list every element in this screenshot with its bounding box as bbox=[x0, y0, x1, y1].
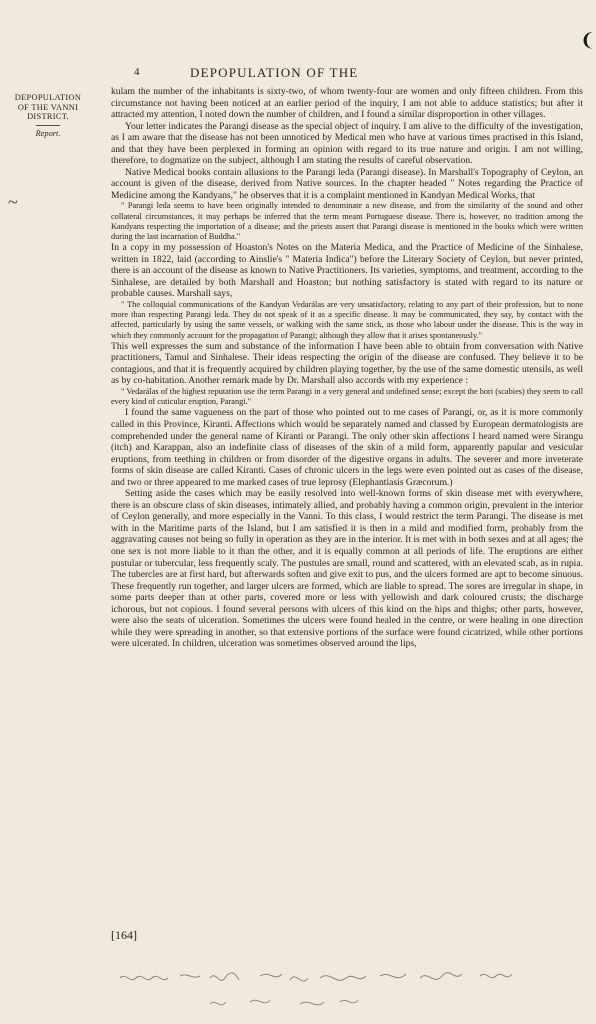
page-number: 4 bbox=[134, 66, 140, 78]
margin-rule bbox=[36, 125, 60, 126]
block-quote: " The colloquial communications of the Kandyan Vedarálas are very unsatisfactory, relating to any part of their profession, but to none more than respecting Parangi leda. They do not speak of it as a specific disease. It may be communicated, they say, by contact with the affected, particularly by using the same vessels, or walking with the same stick, as those who labour under the disease. This is the way in which they commonly account for the propagation of Parangi; although they allow that it arises spontaneously." bbox=[111, 300, 583, 340]
handwritten-annotation bbox=[100, 958, 580, 1014]
binding-hole-mark: ❨ bbox=[580, 30, 596, 50]
margin-title-line-2: OF THE VANNI bbox=[17, 102, 79, 112]
page-identifier: [164] bbox=[111, 928, 137, 942]
block-quote: " Parangi leda seems to have been originally intended to denominate a new disease, and from the similarity of the sound and other collateral circumstances, it may perhaps be inferred that the term meant Portuguese disease. There is, however, no tradition among the Kandyans respecting the importation of a disease; and the priests assert that Parangi disease is mentioned in the books which were written during the last incarnation of Buddha." bbox=[111, 201, 583, 242]
margin-title-line-1: DEPOPULATION bbox=[14, 93, 82, 102]
body-text bbox=[111, 86, 583, 650]
margin-note bbox=[6, 93, 90, 138]
running-title: DEPOPULATION OF THE bbox=[190, 65, 359, 80]
body-paragraph: This well expresses the sum and substance of the information I have been able to obtain from conversation with Native practitioners, Tamul and Sinhalese. Their ideas respecting the origin of the disease are confused. They believe it to be contagious, and that it is frequently acquired by children playing together, by the use of the same domestic utensils, as well as by co-habitation. Another remark made by Dr. Marshall also accords with my experience : bbox=[111, 340, 583, 387]
body-paragraph: Setting aside the cases which may be easily resolved into well-known forms of skin disease met with everywhere, there is an obscure class of skin diseases, intimately allied, and probably having a common origin, prevalent in the interior of Ceylon generally, and more especially in the Vanni. To this class, I would restrict the term Parangi. The disease is met with in the Maritime parts of the Island, but I am satisfied it is then in a mild and modified form, probably from the aggravating causes not being so fully in operation as they are in the interior. It is met with in both sexes and at all ages; the one sex is not more liable to it than the other, and it is equally common at all periods of life. The eruptions are either pustular or tubercular, less frequently scaly. The pustules are small, round and scattered, with an elevated scab, as in rupia. The tubercles are at first hard, but afterwards soften and give exit to pus, and the ulcers formed are apt to become sinuous. These frequently run together, and larger ulcers are formed, which are liable to spread. The sores are irregular in shape, in some parts deeper than at other parts, covered more or less with yellowish and dark coloured crusts; the discharge ichorous, but not copious. I found several persons with ulcers of this kind on the hips and thighs; other parts, however, were also the seats of ulceration. Sometimes the ulcers were found healed in the centre, or were healing in one direction while they were spreading in another, so that extensive portions of the surface were found cicatrized, while other portions were ulcerated. In children, ulceration was sometimes observed around the lips, bbox=[111, 488, 583, 650]
body-paragraph: kulam the number of the inhabitants is sixty-two, of whom twenty-four are women and only fifteen children. From this circumstance not having been noticed at an earlier period of the inquiry, I am not able to adduce statistics; but after it attracted my attention, I noted down the number of children, and I found a similar disproportion in other villages. bbox=[111, 86, 583, 121]
margin-title-line-3: DISTRICT. bbox=[27, 112, 69, 122]
body-paragraph: In a copy in my possession of Hoaston's Notes on the Materia Medica, and the Practice of Medicine of the Sinhalese, written in 1822, laid (according to Ainslie's " Materia Indica") before the Literary Society of Ceylon, but never printed, there is an account of the disease as known to Native Practitioners. Its varieties, symptoms, and treatment, according to the Sinhalese, are detailed by both Marshall and Hoaston; but nothing satisfactory is stated with regard to its nature or probable causes. Marshall says, bbox=[111, 242, 583, 300]
body-paragraph: Your letter indicates the Parangi disease as the special object of inquiry. I am alive to the difficulty of the investigation, as I am aware that the disease has not been unnoticed by Medical men who have at various times practised in this Island, and that they have been perplexed in forming an opinion with regard to its true nature and origin. I am not willing, therefore, to dogmatize on the subject, although I am stating the results of careful observation. bbox=[111, 120, 583, 167]
margin-report-label: Report. bbox=[35, 128, 61, 138]
page-header bbox=[0, 66, 596, 82]
body-paragraph: Native Medical books contain allusions to the Parangi leda (Parangi disease). In Marshall's Topography of Ceylon, an account is given of the disease, derived from Native sources. In the chapter headed " Notes regarding the Practice of Medicine among the Kandyans," he observes that it is a complaint mentioned in Kandyan Medical Works, that bbox=[111, 166, 583, 201]
block-quote: " Vedarálas of the highest reputation use the term Parangi in a very general and undefined sense; except the hori (scabies) they seem to call every kind of cuticular eruption, Parangi." bbox=[111, 387, 583, 407]
body-paragraph: I found the same vagueness on the part of those who pointed out to me cases of Parangi, or, as it is more commonly called in this Province, Kiranti. Affections which would be separately named and classed by European dermatologists are comprehended under the general name of Kiranti or Parangi. The only other skin affections I heard named were Sirangu (itch) and Karappan, also an indefinite class of diseases of the skin of a mild form, apparently papular and vesicular eruptions, from teething in children or from disorder of the digestive organs in adults. The severer and more inveterate forms of skin disease are called Kiranti. Cases of chronic ulcers in the legs were even pointed out as cases of the disease, and two or three appeared to me marked cases of true leprosy (Elephantiasis Græcorum.) bbox=[111, 407, 583, 488]
margin-pencil-mark: ~ bbox=[8, 192, 18, 212]
